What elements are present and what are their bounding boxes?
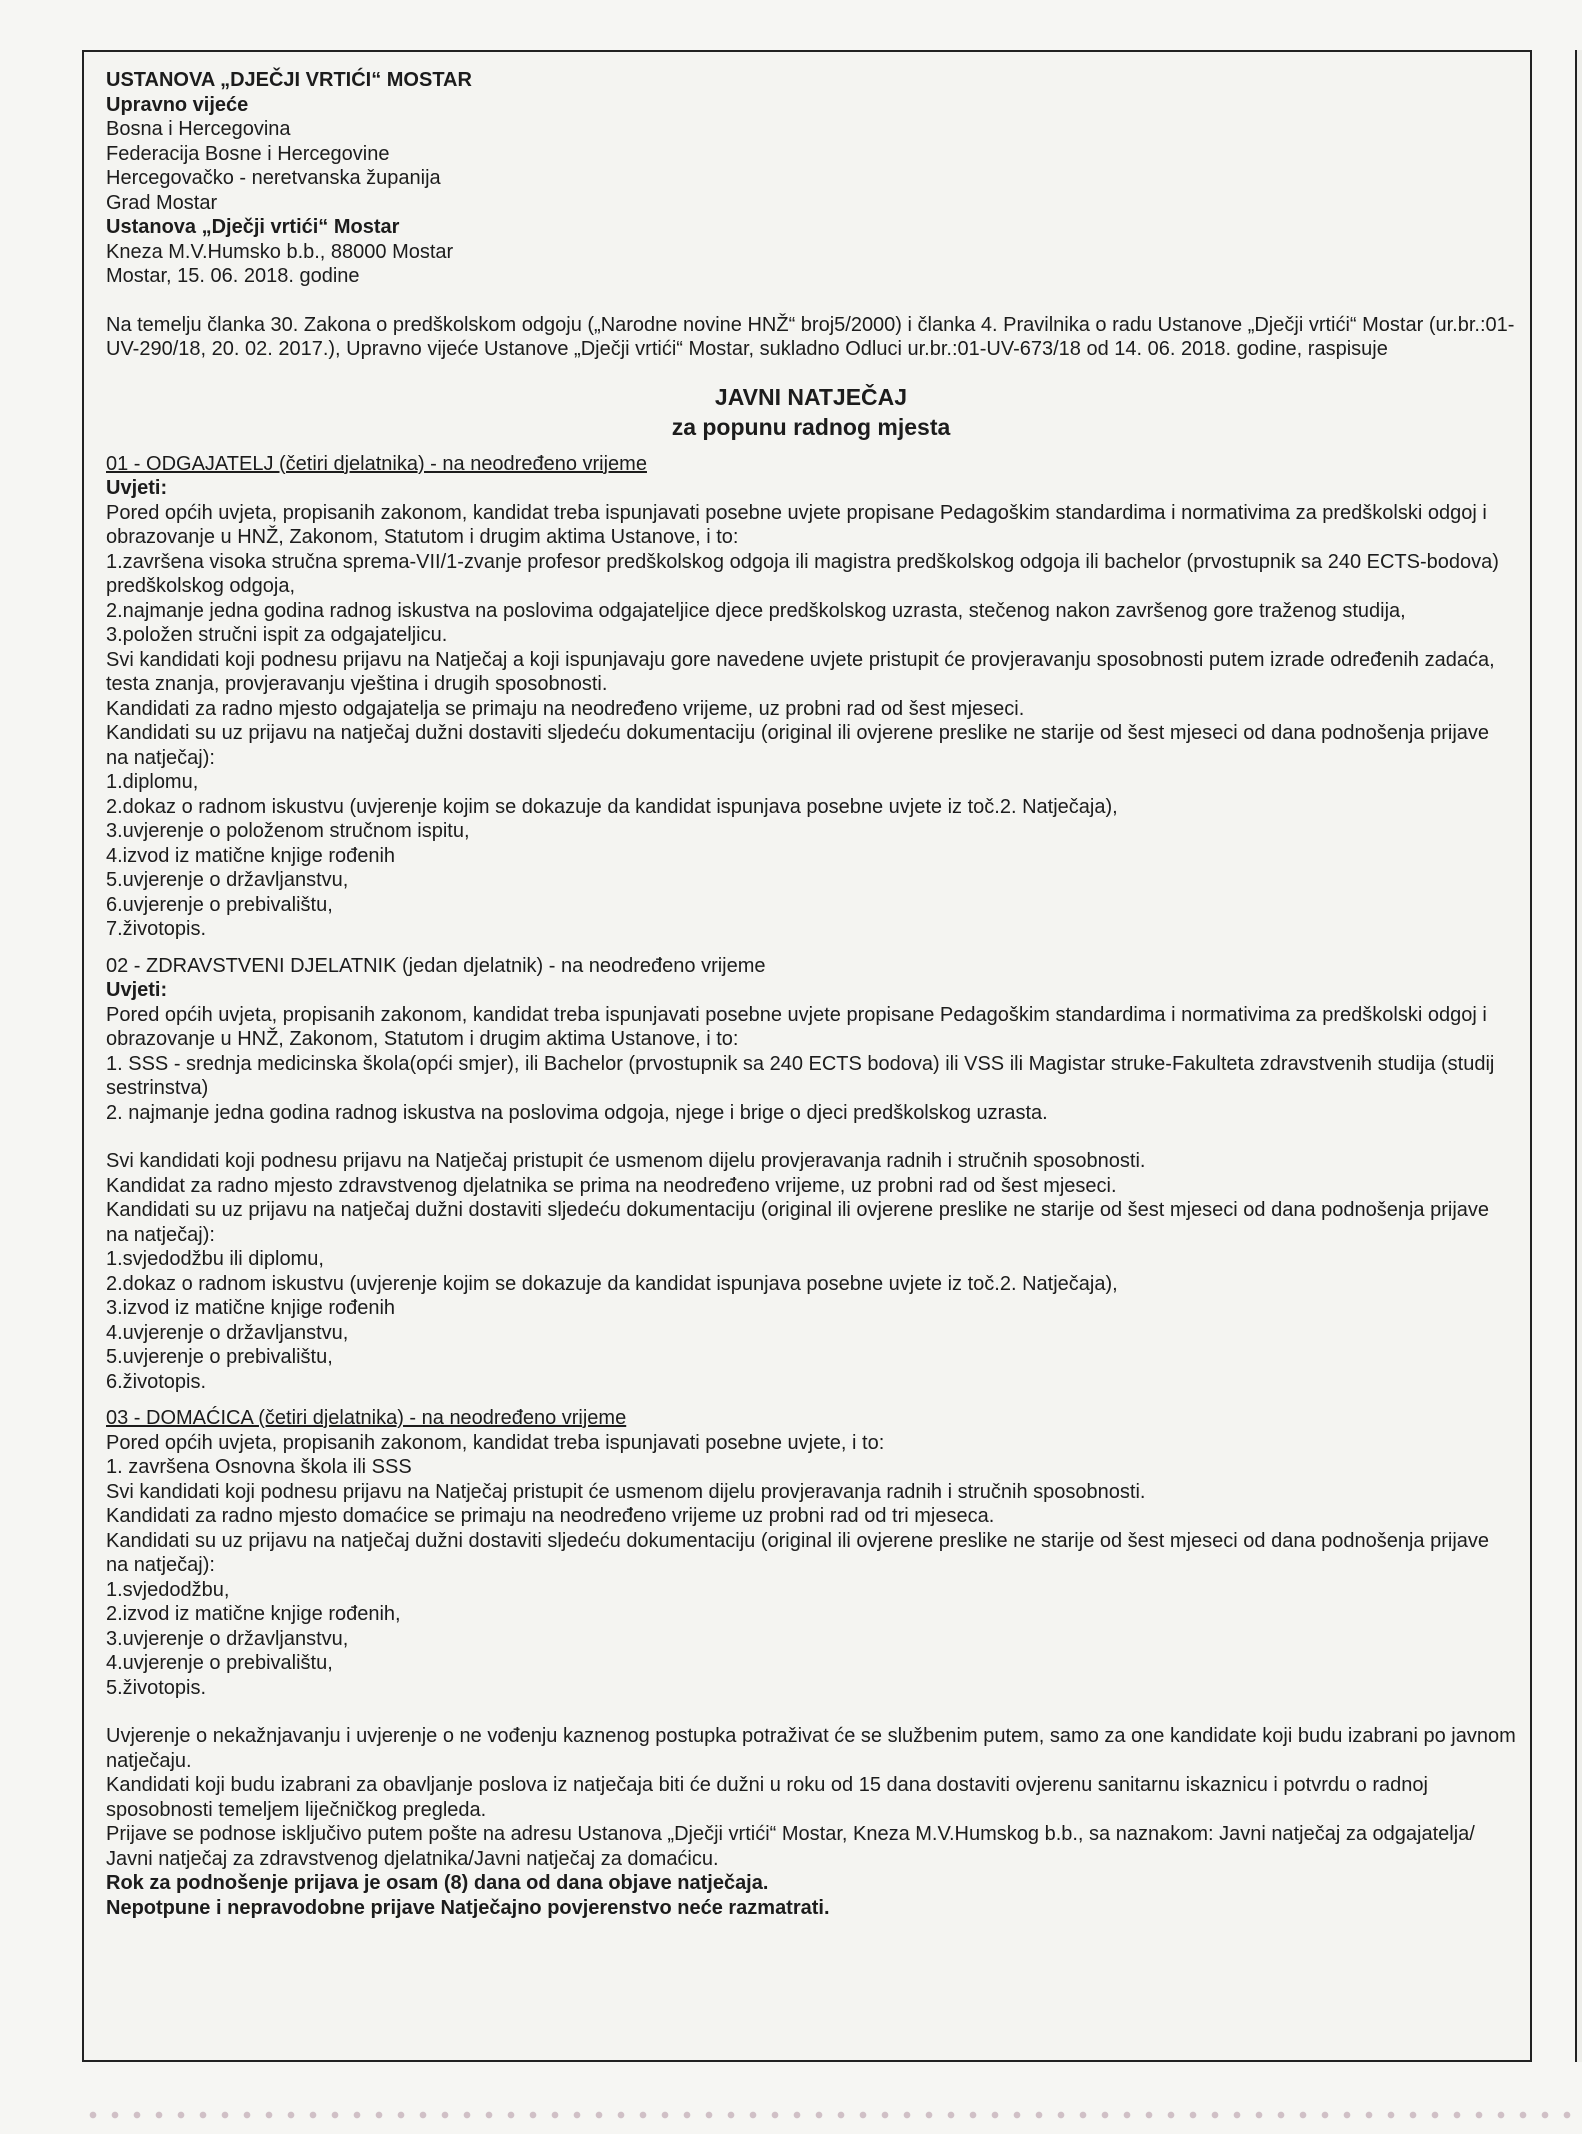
institution-name: Ustanova „Dječji vrtići“ Mostar <box>106 216 400 238</box>
section2-line: 5.uvjerenje o prebivalištu, <box>106 1346 333 1368</box>
section3-line: Kandidati za radno mjesto domaćice se primaju na neodređeno vrijeme uz probni rad od tri mjeseca. <box>106 1505 995 1527</box>
federation-line: Federacija Bosne i Hercegovine <box>106 142 390 165</box>
section3-line: 2.izvod iz matične knjige rođenih, <box>106 1603 401 1625</box>
section2-line: 1.svjedodžbu ili diplomu, <box>106 1248 324 1270</box>
section3-line: 1.svjedodžbu, <box>106 1578 230 1601</box>
section2-line: 1. SSS - srednja medicinska škola(opći smjer), ili Bachelor (prvostupnik sa 240 ECTS bodova) ili VSS ili Magistar struke-Fakulteta zdravstvenih studija (studij sestrinstva) <box>106 1052 1495 1099</box>
section2-line: Kandidat za radno mjesto zdravstvenog djelatnika se prima na neodređeno vrijeme, uz probni rad od šest mjeseci. <box>106 1174 1117 1197</box>
section1-heading: 01 - ODGAJATELJ (četiri djelatnika) - na neodređeno vrijeme <box>106 452 647 475</box>
section2-line: Svi kandidati koji podnesu prijavu na Natječaj pristupit će usmenom dijelu provjeravanja radnih i stručnih sposobnosti. <box>106 1150 1146 1172</box>
closing-line: Kandidati koji budu izabrani za obavljanje poslova iz natječaja biti će dužni u roku od 15 dana dostaviti ovjerenu sanitarnu iskaznicu i potvrdu o radnoj sposobnosti temeljem liječničkog pregleda. <box>106 1774 1428 1821</box>
section2-conditions-label: Uvjeti: <box>106 979 168 1001</box>
section1-line: 2.dokaz o radnom iskustvu (uvjerenje kojim se dokazuje da kandidat ispunjava posebne uvjete iz toč.2. Natječaja), <box>106 795 1118 818</box>
incomplete-notice: Nepotpune i nepravodobne prijave Natječajno povjerenstvo neće razmatrati. <box>106 1896 830 1919</box>
section3-line: 4.uvjerenje o prebivalištu, <box>106 1652 333 1674</box>
canton-line: Hercegovačko - neretvanska županija <box>106 167 441 189</box>
section1-line: Kandidati za radno mjesto odgajatelja se primaju na neodređeno vrijeme, uz probni rad od šest mjeseci. <box>106 697 1025 720</box>
section1-line: 5.uvjerenje o državljanstvu, <box>106 869 349 891</box>
section3-line: Svi kandidati koji podnesu prijavu na Natječaj pristupit će usmenom dijelu provjeravanja radnih i stručnih sposobnosti. <box>106 1480 1146 1503</box>
section1-line: 1.završena visoka stručna sprema-VII/1-zvanje profesor predškolskog odgoja ili magistra predškolskog odgoja ili bachelor (prvostupnik sa 240 ECTS-bodova) predškolskog odgoja, <box>106 550 1499 597</box>
title-line-2: za popunu radnog mjesta <box>671 413 951 440</box>
section1-line: Kandidati su uz prijavu na natječaj dužni dostaviti sljedeću dokumentaciju (original ili ovjerene preslike ne starije od šest mjeseci od dana podnošenja prijave na natječaj): <box>106 722 1490 769</box>
dotted-separator <box>82 2108 1582 2122</box>
job-announcement-box <box>82 50 1532 2062</box>
section3-line: Kandidati su uz prijavu na natječaj dužni dostaviti sljedeću dokumentaciju (original ili ovjerene preslike ne starije od šest mjeseci od dana podnošenja prijave na natječaj): <box>106 1529 1490 1576</box>
closing-line: Prijave se podnose isključivo putem pošte na adresu Ustanova „Dječji vrtići“ Mostar, Kneza M.V.Humskog b.b., sa naznakom: Javni natječaj za odgajatelja/ Javni natječaj za zdravstvenog djelatnika/Javni natječaj za domaćicu. <box>106 1823 1475 1870</box>
adjacent-column-edge <box>1575 50 1582 2062</box>
section2-line: 4.uvjerenje o državljanstvu, <box>106 1321 349 1344</box>
section3-line: 1. završena Osnovna škola ili SSS <box>106 1456 412 1478</box>
section1-line: 3.uvjerenje o položenom stručnom ispitu, <box>106 820 470 842</box>
section1-line: 3.položen stručni ispit za odgajateljicu. <box>106 624 448 646</box>
section1-line: Pored općih uvjeta, propisanih zakonom, kandidat treba ispunjavati posebne uvjete propisane Pedagoškim standardima i normativima za predškolski odgoj i obrazovanje u HNŽ, Zakonom, Statutom i drugim aktima Ustanove, i to: <box>106 501 1487 548</box>
section1-line: 4.izvod iz matične knjige rođenih <box>106 844 396 867</box>
board-heading: Upravno vijeće <box>106 93 249 116</box>
section3-heading: 03 - DOMAĆICA (četiri djelatnika) - na neodređeno vrijeme <box>106 1407 627 1429</box>
section3-line: 3.uvjerenje o državljanstvu, <box>106 1627 349 1650</box>
section1-conditions-label: Uvjeti: <box>106 477 168 499</box>
intro-paragraph: Na temelju članka 30. Zakona o predškolskom odgoju („Narodne novine HNŽ“ broj5/2000) i članka 4. Pravilnika o radu Ustanove „Dječji vrtići“ Mostar (ur.br.:01-UV-290/18, 20. 02. 2017.), Upravno vijeće Ustanove „Dječji vrtići“ Mostar, sukladno Odluci ur.br.:01-UV-673/18 od 14. 06. 2018. godine, raspisuje <box>106 313 1515 360</box>
address-line: Kneza M.V.Humsko b.b., 88000 Mostar <box>106 240 454 263</box>
section1-line: 7.životopis. <box>106 918 207 940</box>
deadline-notice: Rok za podnošenje prijava je osam (8) dana od dana objave natječaja. <box>106 1872 769 1894</box>
section2-line: 2. najmanje jedna godina radnog iskustva na poslovima odgoja, njege i brige o djeci predškolskog uzrasta. <box>106 1101 1048 1124</box>
section2-line: Kandidati su uz prijavu na natječaj dužni dostaviti sljedeću dokumentaciju (original ili ovjerene preslike ne starije od šest mjeseci od dana podnošenja prijave na natječaj): <box>106 1199 1490 1246</box>
section2-line: 6.životopis. <box>106 1370 207 1393</box>
section3-line: 5.životopis. <box>106 1676 207 1699</box>
section2-heading: 02 - ZDRAVSTVENI DJELATNIK (jedan djelatnik) - na neodređeno vrijeme <box>106 954 766 977</box>
country-line: Bosna i Hercegovina <box>106 118 291 140</box>
section2-line: 3.izvod iz matične knjige rođenih <box>106 1297 396 1319</box>
announcement-content <box>106 68 1516 1920</box>
section2-line: 2.dokaz o radnom iskustvu (uvjerenje kojim se dokazuje da kandidat ispunjava posebne uvjete iz toč.2. Natječaja), <box>106 1272 1118 1295</box>
date-line: Mostar, 15. 06. 2018. godine <box>106 265 360 287</box>
section2-line: Pored općih uvjeta, propisanih zakonom, kandidat treba ispunjavati posebne uvjete propisane Pedagoškim standardima i normativima za predškolski odgoj i obrazovanje u HNŽ, Zakonom, Statutom i drugim aktima Ustanove, i to: <box>106 1003 1487 1050</box>
section1-line: 1.diplomu, <box>106 771 199 793</box>
title-line-1: JAVNI NATJEČAJ <box>714 383 908 410</box>
section1-line: 2.najmanje jedna godina radnog iskustva na poslovima odgajateljice djece predškolskog uzrasta, stečenog nakon završenog gore traženog studija, <box>106 599 1406 622</box>
closing-line: Uvjerenje o nekažnjavanju i uvjerenje o ne vođenju kaznenog postupka potraživat će se službenim putem, samo za one kandidate koji budu izabrani po javnom natječaju. <box>106 1725 1516 1772</box>
section1-line: Svi kandidati koji podnesu prijavu na Natječaj a koji ispunjavaju gore navedene uvjete pristupit će provjeravanju sposobnosti putem izrade određenih zadaća, testa znanja, provjeravanju vještina i drugih sposobnosti. <box>106 648 1495 695</box>
announcement-title <box>106 382 1516 442</box>
institution-heading: USTANOVA „DJEČJI VRTIĆI“ MOSTAR <box>106 69 472 91</box>
section3-line: Pored općih uvjeta, propisanih zakonom, kandidat treba ispunjavati posebne uvjete, i to: <box>106 1431 885 1454</box>
section1-line: 6.uvjerenje o prebivalištu, <box>106 893 333 916</box>
city-line: Grad Mostar <box>106 191 218 214</box>
